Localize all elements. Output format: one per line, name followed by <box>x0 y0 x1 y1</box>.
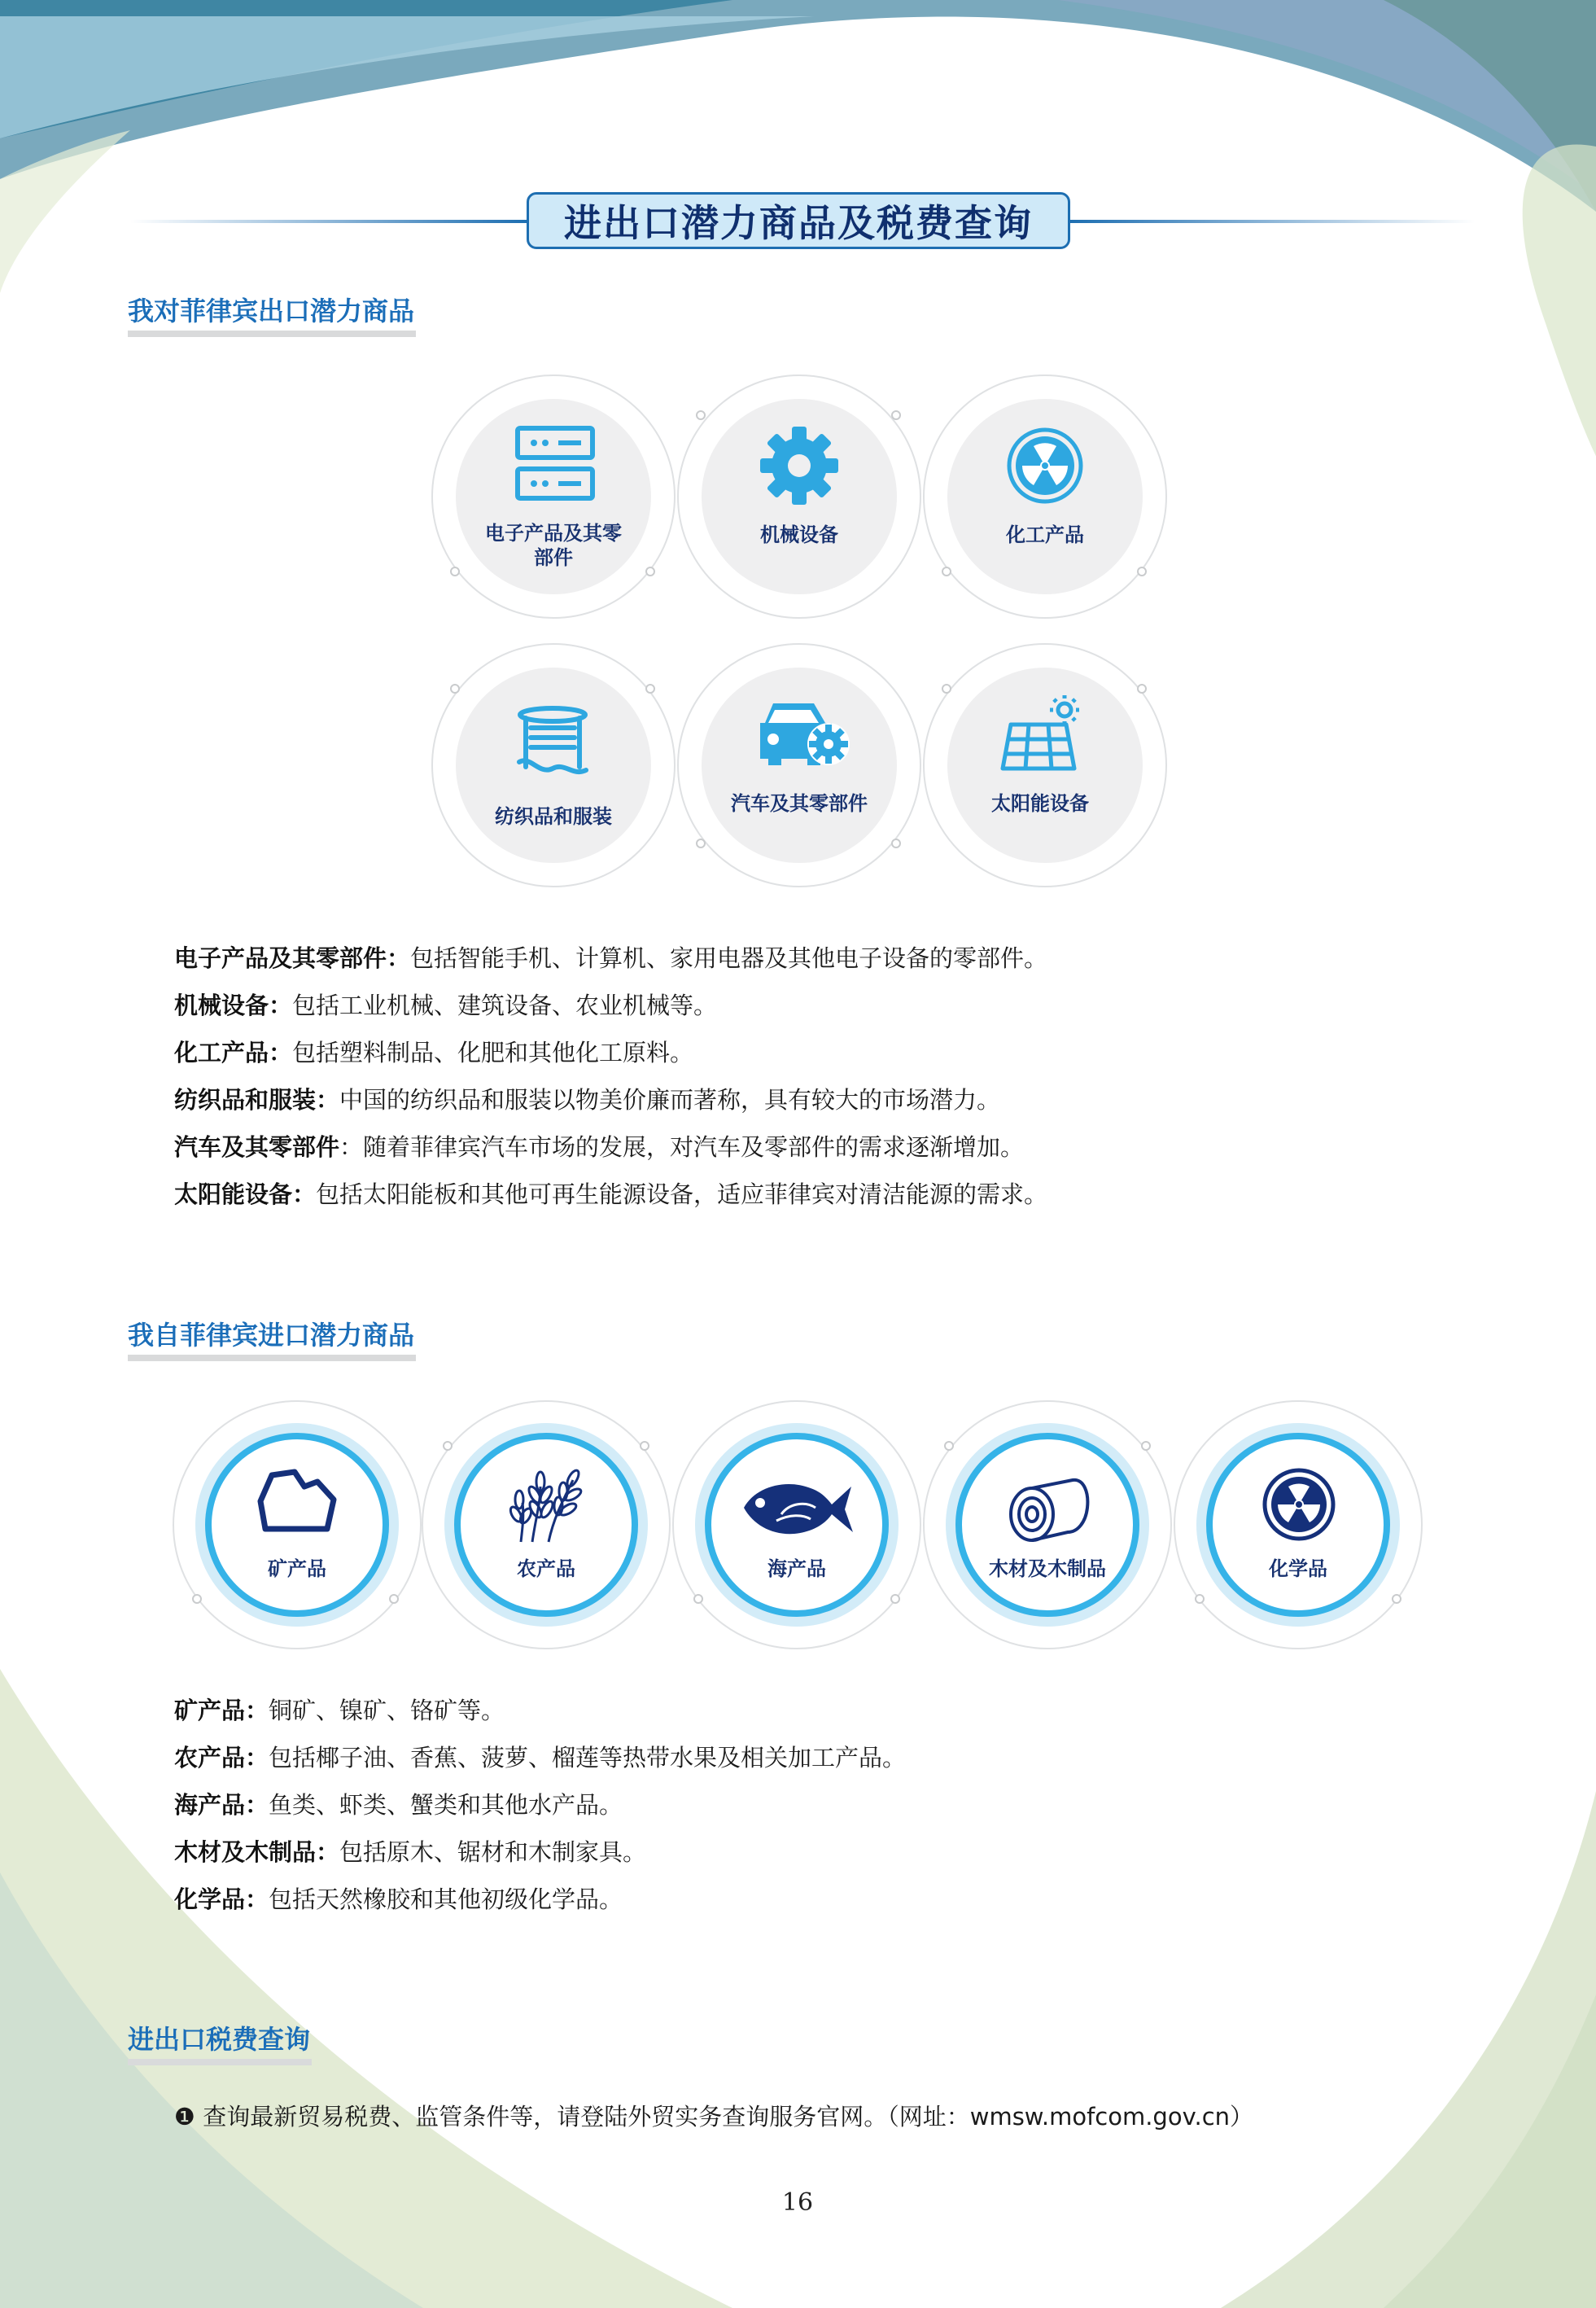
desc-text: 包括天然橡胶和其他初级化学品。 <box>269 1885 623 1913</box>
export-label-chemical: 化工产品 <box>1006 523 1084 546</box>
desc-term: 汽车及其零部件 <box>174 1133 340 1161</box>
import-desc-0 <box>174 1694 505 1727</box>
desc-text: 包括塑料制品、化肥和其他化工原料。 <box>292 1039 694 1066</box>
connector-dot <box>192 1594 202 1604</box>
desc-text: 鱼类、虾类、蟹类和其他水产品。 <box>269 1791 623 1819</box>
desc-term: 海产品： <box>174 1791 269 1819</box>
import-label-agri: 农产品 <box>517 1557 575 1580</box>
page-number: 16 <box>781 2188 814 2217</box>
import-label-chem: 化学品 <box>1269 1557 1327 1580</box>
export-heading-text: 我对菲律宾出口潜力商品 <box>128 295 416 337</box>
desc-text: 包括原木、锯材和木制家具。 <box>339 1838 647 1866</box>
desc-text: ：随着菲律宾汽车市场的发展，对汽车及零部件的需求逐渐增加。 <box>339 1133 1025 1161</box>
export-label-solar: 太阳能设备 <box>991 792 1089 815</box>
desc-text: 包括太阳能板和其他可再生能源设备，适应菲律宾对清洁能源的需求。 <box>316 1180 1048 1208</box>
desc-text: 铜矿、镍矿、铬矿等。 <box>269 1697 505 1724</box>
ore-icon <box>257 1469 337 1534</box>
tax-heading-text: 进出口税费查询 <box>128 2023 312 2065</box>
desc-term: 农产品： <box>174 1744 269 1772</box>
connector-dot <box>693 1594 703 1604</box>
tax-query-text: 查询最新贸易税费、监管条件等，请登陆外贸实务查询服务官网。（网址：wmsw.mofcom.gov.cn） <box>203 2103 1254 2131</box>
fish-icon <box>741 1478 855 1539</box>
wheat-icon <box>508 1470 584 1544</box>
desc-term: 电子产品及其零部件： <box>174 944 411 972</box>
desc-term: 化学品： <box>174 1885 269 1913</box>
page-title: 进出口潜力商品及税费查询 <box>564 201 1033 245</box>
import-desc-3 <box>174 1836 646 1868</box>
desc-term: 纺织品和服装： <box>174 1086 340 1114</box>
desc-text: 包括工业机械、建筑设备、农业机械等。 <box>292 992 718 1019</box>
import-label-mineral: 矿产品 <box>268 1557 326 1580</box>
import-desc-4 <box>174 1883 623 1916</box>
import-label-seafood: 海产品 <box>767 1557 826 1580</box>
desc-text: 包括智能手机、计算机、家用电器及其他电子设备的零部件。 <box>410 944 1048 972</box>
desc-text: 包括椰子油、香蕉、菠萝、榴莲等热带水果及相关加工产品。 <box>269 1744 907 1772</box>
tax-query-line <box>174 2100 1253 2133</box>
connector-dot <box>389 1594 399 1604</box>
connector-dot <box>1195 1594 1205 1604</box>
import-desc-2 <box>174 1789 623 1821</box>
desc-term: 矿产品： <box>174 1697 269 1724</box>
connector-dot <box>640 1441 649 1451</box>
import-desc-1 <box>174 1741 906 1774</box>
export-label-machinery: 机械设备 <box>760 523 838 546</box>
chemical-hazard-icon <box>1261 1467 1336 1542</box>
export-label-textile: 纺织品和服装 <box>495 805 612 828</box>
connector-dot <box>890 1594 900 1604</box>
desc-term: 机械设备： <box>174 992 293 1019</box>
label-line: 部件 <box>534 546 573 569</box>
import-heading-text: 我自菲律宾进口潜力商品 <box>128 1319 416 1361</box>
desc-term: 木材及木制品： <box>174 1838 340 1866</box>
label-line: 电子产品及其零 <box>485 522 622 545</box>
desc-text: 中国的纺织品和服装以物美价廉而著称，具有较大的市场潜力。 <box>339 1086 1001 1114</box>
tax-section-heading <box>128 2023 312 2065</box>
bullet-number-icon: ❶ <box>174 2103 195 2131</box>
connector-dot <box>944 1441 954 1451</box>
import-label-wood: 木材及木制品 <box>989 1557 1106 1580</box>
connector-dot <box>443 1441 453 1451</box>
log-icon <box>1008 1475 1091 1544</box>
desc-term: 太阳能设备： <box>174 1180 317 1208</box>
desc-term: 化工产品： <box>174 1039 293 1066</box>
connector-dot <box>1392 1594 1401 1604</box>
export-label-auto: 汽车及其零部件 <box>731 792 868 815</box>
connector-dot <box>1141 1441 1151 1451</box>
